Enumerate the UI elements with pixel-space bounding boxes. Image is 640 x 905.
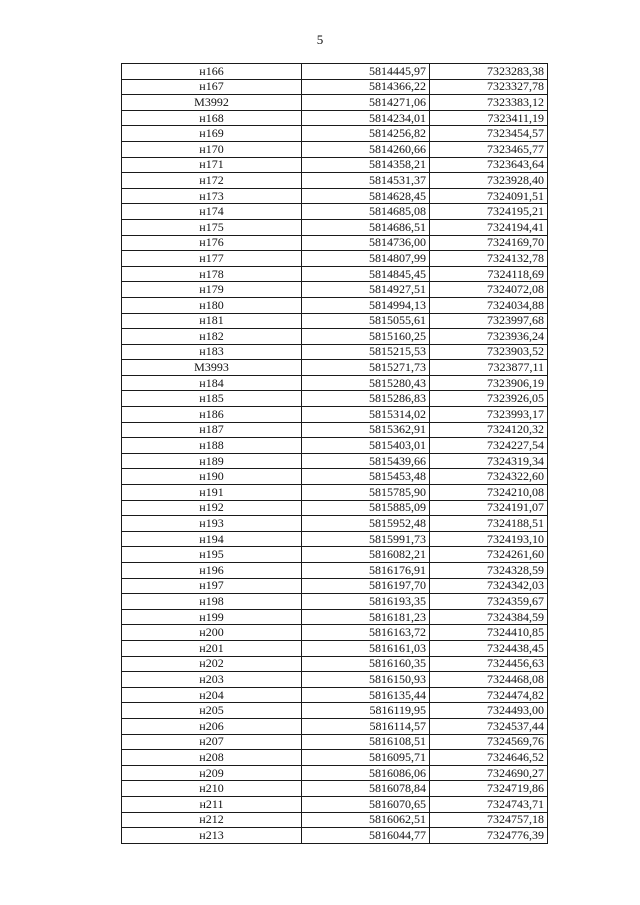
table-row	[122, 251, 548, 267]
y-coordinate-cell: 7324118,69	[430, 266, 548, 282]
table-row	[122, 391, 548, 407]
y-coordinate-cell: 7324438,45	[430, 640, 548, 656]
table-row	[122, 79, 548, 95]
point-name-cell: н204	[122, 687, 302, 703]
y-coordinate-cell: 7324537,44	[430, 718, 548, 734]
table-row	[122, 438, 548, 454]
table-row	[122, 781, 548, 797]
y-coordinate-cell: 7323993,17	[430, 407, 548, 423]
x-coordinate-cell: 5816086,06	[302, 765, 430, 781]
table-row	[122, 812, 548, 828]
x-coordinate-cell: 5814994,13	[302, 297, 430, 313]
y-coordinate-cell: 7324194,41	[430, 219, 548, 235]
y-coordinate-cell: 7324410,85	[430, 625, 548, 641]
x-coordinate-cell: 5815439,66	[302, 453, 430, 469]
x-coordinate-cell: 5816044,77	[302, 828, 430, 844]
x-coordinate-cell: 5815280,43	[302, 375, 430, 391]
table-row	[122, 750, 548, 766]
x-coordinate-cell: 5815286,83	[302, 391, 430, 407]
y-coordinate-cell: 7323383,12	[430, 95, 548, 111]
point-name-cell: н193	[122, 516, 302, 532]
point-name-cell: н192	[122, 500, 302, 516]
table-row	[122, 453, 548, 469]
table-row	[122, 563, 548, 579]
point-name-cell: н197	[122, 578, 302, 594]
point-name-cell: М3993	[122, 360, 302, 376]
point-name-cell: н172	[122, 173, 302, 189]
table-row	[122, 578, 548, 594]
y-coordinate-cell: 7323643,64	[430, 157, 548, 173]
point-name-cell: н169	[122, 126, 302, 142]
y-coordinate-cell: 7323877,11	[430, 360, 548, 376]
x-coordinate-cell: 5816197,70	[302, 578, 430, 594]
point-name-cell: н178	[122, 266, 302, 282]
x-coordinate-cell: 5816070,65	[302, 796, 430, 812]
x-coordinate-cell: 5814271,06	[302, 95, 430, 111]
point-name-cell: н198	[122, 594, 302, 610]
table-row	[122, 609, 548, 625]
y-coordinate-cell: 7324359,67	[430, 594, 548, 610]
point-name-cell: н194	[122, 531, 302, 547]
y-coordinate-cell: 7324120,32	[430, 422, 548, 438]
point-name-cell: н182	[122, 329, 302, 345]
x-coordinate-cell: 5816163,72	[302, 625, 430, 641]
y-coordinate-cell: 7323997,68	[430, 313, 548, 329]
table-row	[122, 282, 548, 298]
x-coordinate-cell: 5814260,66	[302, 141, 430, 157]
y-coordinate-cell: 7324743,71	[430, 796, 548, 812]
x-coordinate-cell: 5815055,61	[302, 313, 430, 329]
point-name-cell: н186	[122, 407, 302, 423]
y-coordinate-cell: 7324322,60	[430, 469, 548, 485]
table-row	[122, 375, 548, 391]
y-coordinate-cell: 7324328,59	[430, 563, 548, 579]
table-row	[122, 828, 548, 844]
x-coordinate-cell: 5814366,22	[302, 79, 430, 95]
y-coordinate-cell: 7324195,21	[430, 204, 548, 220]
y-coordinate-cell: 7323465,77	[430, 141, 548, 157]
y-coordinate-cell: 7324319,34	[430, 453, 548, 469]
y-coordinate-cell: 7324719,86	[430, 781, 548, 797]
x-coordinate-cell: 5815362,91	[302, 422, 430, 438]
point-name-cell: н171	[122, 157, 302, 173]
coordinates-table	[121, 63, 548, 844]
table-row	[122, 469, 548, 485]
point-name-cell: н185	[122, 391, 302, 407]
table-row	[122, 407, 548, 423]
table-row	[122, 796, 548, 812]
y-coordinate-cell: 7324091,51	[430, 188, 548, 204]
table-row	[122, 703, 548, 719]
point-name-cell: н196	[122, 563, 302, 579]
table-row	[122, 531, 548, 547]
table-row	[122, 625, 548, 641]
y-coordinate-cell: 7323928,40	[430, 173, 548, 189]
page-number: 5	[316, 32, 324, 47]
table-row	[122, 126, 548, 142]
y-coordinate-cell: 7323903,52	[430, 344, 548, 360]
x-coordinate-cell: 5816181,23	[302, 609, 430, 625]
point-name-cell: н206	[122, 718, 302, 734]
table-row	[122, 500, 548, 516]
y-coordinate-cell: 7324227,54	[430, 438, 548, 454]
point-name-cell: н177	[122, 251, 302, 267]
point-name-cell: н184	[122, 375, 302, 391]
point-name-cell: н181	[122, 313, 302, 329]
point-name-cell: н173	[122, 188, 302, 204]
point-name-cell: н176	[122, 235, 302, 251]
point-name-cell: н180	[122, 297, 302, 313]
table-row	[122, 485, 548, 501]
point-name-cell: н207	[122, 734, 302, 750]
y-coordinate-cell: 7323411,19	[430, 110, 548, 126]
point-name-cell: н202	[122, 656, 302, 672]
table-row	[122, 173, 548, 189]
x-coordinate-cell: 5815314,02	[302, 407, 430, 423]
x-coordinate-cell: 5815215,53	[302, 344, 430, 360]
x-coordinate-cell: 5814234,01	[302, 110, 430, 126]
y-coordinate-cell: 7324169,70	[430, 235, 548, 251]
x-coordinate-cell: 5816108,51	[302, 734, 430, 750]
y-coordinate-cell: 7324261,60	[430, 547, 548, 563]
x-coordinate-cell: 5814445,97	[302, 64, 430, 80]
point-name-cell: н209	[122, 765, 302, 781]
y-coordinate-cell: 7324474,82	[430, 687, 548, 703]
point-name-cell: н211	[122, 796, 302, 812]
y-coordinate-cell: 7324072,08	[430, 282, 548, 298]
y-coordinate-cell: 7323283,38	[430, 64, 548, 80]
y-coordinate-cell: 7324690,27	[430, 765, 548, 781]
y-coordinate-cell: 7324132,78	[430, 251, 548, 267]
x-coordinate-cell: 5815785,90	[302, 485, 430, 501]
point-name-cell: н170	[122, 141, 302, 157]
table-row	[122, 141, 548, 157]
point-name-cell: н175	[122, 219, 302, 235]
table-row	[122, 422, 548, 438]
table-row	[122, 516, 548, 532]
point-name-cell: н195	[122, 547, 302, 563]
point-name-cell: н205	[122, 703, 302, 719]
y-coordinate-cell: 7324646,52	[430, 750, 548, 766]
table-row	[122, 547, 548, 563]
y-coordinate-cell: 7324188,51	[430, 516, 548, 532]
point-name-cell: н168	[122, 110, 302, 126]
table-row	[122, 329, 548, 345]
y-coordinate-cell: 7324034,88	[430, 297, 548, 313]
y-coordinate-cell: 7324384,59	[430, 609, 548, 625]
x-coordinate-cell: 5814845,45	[302, 266, 430, 282]
x-coordinate-cell: 5814256,82	[302, 126, 430, 142]
point-name-cell: н210	[122, 781, 302, 797]
table-row	[122, 672, 548, 688]
y-coordinate-cell: 7324191,07	[430, 500, 548, 516]
table-row	[122, 188, 548, 204]
y-coordinate-cell: 7324757,18	[430, 812, 548, 828]
table-row	[122, 157, 548, 173]
y-coordinate-cell: 7324493,00	[430, 703, 548, 719]
table-row	[122, 687, 548, 703]
table-row	[122, 594, 548, 610]
y-coordinate-cell: 7324210,08	[430, 485, 548, 501]
point-name-cell: н213	[122, 828, 302, 844]
table-row	[122, 360, 548, 376]
table-row	[122, 656, 548, 672]
x-coordinate-cell: 5815952,48	[302, 516, 430, 532]
point-name-cell: н190	[122, 469, 302, 485]
x-coordinate-cell: 5816135,44	[302, 687, 430, 703]
point-name-cell: н189	[122, 453, 302, 469]
table-row	[122, 313, 548, 329]
x-coordinate-cell: 5816161,03	[302, 640, 430, 656]
x-coordinate-cell: 5814807,99	[302, 251, 430, 267]
x-coordinate-cell: 5814685,08	[302, 204, 430, 220]
table-row	[122, 266, 548, 282]
table-row	[122, 110, 548, 126]
x-coordinate-cell: 5815453,48	[302, 469, 430, 485]
x-coordinate-cell: 5814736,00	[302, 235, 430, 251]
y-coordinate-cell: 7324468,08	[430, 672, 548, 688]
x-coordinate-cell: 5814358,21	[302, 157, 430, 173]
x-coordinate-cell: 5816176,91	[302, 563, 430, 579]
x-coordinate-cell: 5816062,51	[302, 812, 430, 828]
x-coordinate-cell: 5816114,57	[302, 718, 430, 734]
table-row	[122, 64, 548, 80]
y-coordinate-cell: 7324569,76	[430, 734, 548, 750]
table-row	[122, 297, 548, 313]
point-name-cell: н188	[122, 438, 302, 454]
point-name-cell: н203	[122, 672, 302, 688]
x-coordinate-cell: 5815885,09	[302, 500, 430, 516]
x-coordinate-cell: 5816119,95	[302, 703, 430, 719]
x-coordinate-cell: 5814927,51	[302, 282, 430, 298]
table-row	[122, 95, 548, 111]
x-coordinate-cell: 5816193,35	[302, 594, 430, 610]
point-name-cell: М3992	[122, 95, 302, 111]
point-name-cell: н200	[122, 625, 302, 641]
point-name-cell: н166	[122, 64, 302, 80]
table-row	[122, 718, 548, 734]
point-name-cell: н191	[122, 485, 302, 501]
x-coordinate-cell: 5815160,25	[302, 329, 430, 345]
x-coordinate-cell: 5814686,51	[302, 219, 430, 235]
x-coordinate-cell: 5816078,84	[302, 781, 430, 797]
y-coordinate-cell: 7323454,57	[430, 126, 548, 142]
point-name-cell: н167	[122, 79, 302, 95]
point-name-cell: н187	[122, 422, 302, 438]
y-coordinate-cell: 7324342,03	[430, 578, 548, 594]
x-coordinate-cell: 5815271,73	[302, 360, 430, 376]
y-coordinate-cell: 7323906,19	[430, 375, 548, 391]
table-row	[122, 734, 548, 750]
coordinates-table-body	[122, 64, 548, 844]
x-coordinate-cell: 5814628,45	[302, 188, 430, 204]
y-coordinate-cell: 7323327,78	[430, 79, 548, 95]
point-name-cell: н199	[122, 609, 302, 625]
x-coordinate-cell: 5816082,21	[302, 547, 430, 563]
point-name-cell: н208	[122, 750, 302, 766]
table-row	[122, 219, 548, 235]
x-coordinate-cell: 5816160,35	[302, 656, 430, 672]
table-row	[122, 765, 548, 781]
y-coordinate-cell: 7323926,05	[430, 391, 548, 407]
x-coordinate-cell: 5814531,37	[302, 173, 430, 189]
table-row	[122, 640, 548, 656]
x-coordinate-cell: 5815991,73	[302, 531, 430, 547]
x-coordinate-cell: 5816150,93	[302, 672, 430, 688]
point-name-cell: н201	[122, 640, 302, 656]
y-coordinate-cell: 7324193,10	[430, 531, 548, 547]
point-name-cell: н212	[122, 812, 302, 828]
point-name-cell: н174	[122, 204, 302, 220]
y-coordinate-cell: 7323936,24	[430, 329, 548, 345]
x-coordinate-cell: 5816095,71	[302, 750, 430, 766]
point-name-cell: н183	[122, 344, 302, 360]
x-coordinate-cell: 5815403,01	[302, 438, 430, 454]
table-row	[122, 204, 548, 220]
y-coordinate-cell: 7324456,63	[430, 656, 548, 672]
table-row	[122, 235, 548, 251]
y-coordinate-cell: 7324776,39	[430, 828, 548, 844]
point-name-cell: н179	[122, 282, 302, 298]
table-row	[122, 344, 548, 360]
